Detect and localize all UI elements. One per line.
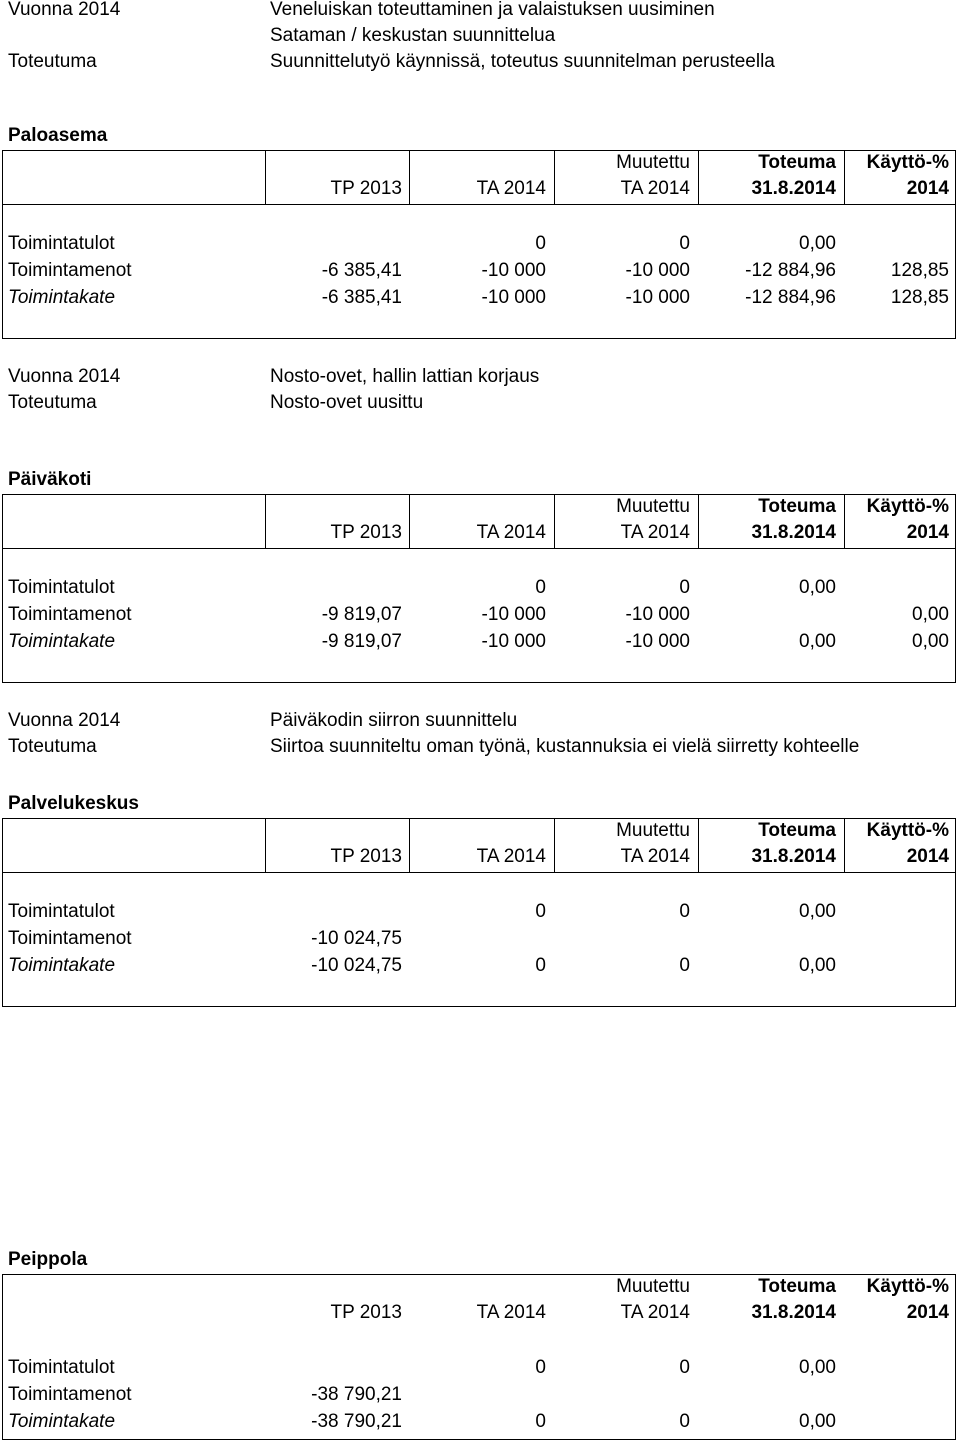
header-tp2013: TP 2013: [330, 522, 402, 543]
section-0-title: Paloasema: [8, 125, 108, 146]
cell-mta: 0: [679, 577, 690, 598]
cell-tot: -12 884,96: [745, 287, 836, 308]
row-label: Toimintatulot: [8, 1357, 115, 1378]
header-kaytto: Käyttö-%: [866, 496, 949, 517]
header-ta2014: TA 2014: [476, 1302, 546, 1323]
cell-ta: 0: [535, 1357, 546, 1378]
header-muutettu: Muutettu: [616, 496, 690, 517]
cell-mta: -10 000: [625, 287, 690, 308]
toteutuma-text: Nosto-ovet uusittu: [270, 392, 424, 413]
cell-mta: 0: [679, 901, 690, 922]
cell-tot: 0,00: [799, 233, 836, 254]
section-1-title: Päiväkoti: [8, 469, 92, 490]
header-muutettu: Muutettu: [616, 152, 690, 173]
header-toteuma-date: 31.8.2014: [751, 846, 836, 867]
cell-tp: -38 790,21: [311, 1411, 402, 1432]
cell-mta: 0: [679, 955, 690, 976]
header-kaytto-year: 2014: [906, 846, 949, 867]
intro-line-3: Suunnittelutyö käynnissä, toteutus suunnitelman perusteella: [270, 51, 775, 72]
cell-ta: 0: [535, 233, 546, 254]
header-kaytto-year: 2014: [906, 1302, 949, 1323]
row-label: Toimintakate: [8, 955, 116, 976]
row-label: Toimintatulot: [8, 577, 115, 598]
row-label: Toimintatulot: [8, 901, 115, 922]
header-toteuma-date: 31.8.2014: [751, 522, 836, 543]
header-muutettu-ta2014: TA 2014: [620, 178, 690, 199]
toteutuma-text: Siirtoa suunniteltu oman työnä, kustannuksia ei vielä siirretty kohteelle: [270, 736, 860, 757]
cell-tp: -38 790,21: [311, 1384, 402, 1405]
header-toteuma-date: 31.8.2014: [751, 1302, 836, 1323]
header-tp2013: TP 2013: [330, 846, 402, 867]
intro-line-2: Sataman / keskustan suunnittelua: [270, 25, 556, 46]
section-2-title: Palvelukeskus: [8, 793, 139, 814]
header-toteuma: Toteuma: [758, 496, 836, 517]
intro-line-1: Veneluiskan toteuttaminen ja valaistuksen uusiminen: [270, 0, 715, 20]
header-ta2014: TA 2014: [476, 846, 546, 867]
header-toteuma: Toteuma: [758, 820, 836, 841]
header-divider: [3, 548, 955, 549]
header-tp2013: TP 2013: [330, 178, 402, 199]
cell-tot: 0,00: [799, 955, 836, 976]
header-muutettu: Muutettu: [616, 1276, 690, 1297]
cell-tp: -10 024,75: [311, 955, 402, 976]
header-toteuma: Toteuma: [758, 152, 836, 173]
header-ta2014: TA 2014: [476, 178, 546, 199]
cell-tp: -6 385,41: [321, 287, 402, 308]
cell-mta: 0: [679, 1411, 690, 1432]
cell-tot: 0,00: [799, 901, 836, 922]
row-label: Toimintamenot: [8, 260, 132, 281]
header-kaytto: Käyttö-%: [866, 820, 949, 841]
section-3-title: Peippola: [8, 1249, 88, 1270]
vuonna-label: Vuonna 2014: [8, 366, 121, 387]
cell-tot: 0,00: [799, 1357, 836, 1378]
header-toteuma: Toteuma: [758, 1276, 836, 1297]
row-label: Toimintakate: [8, 287, 116, 308]
cell-tot: -12 884,96: [745, 260, 836, 281]
row-label: Toimintakate: [8, 1411, 116, 1432]
cell-ta: 0: [535, 577, 546, 598]
header-muutettu-ta2014: TA 2014: [620, 1302, 690, 1323]
header-ta2014: TA 2014: [476, 522, 546, 543]
header-kaytto: Käyttö-%: [866, 1276, 949, 1297]
vuonna-text: Päiväkodin siirron suunnittelu: [270, 710, 518, 731]
header-muutettu: Muutettu: [616, 820, 690, 841]
cell-mta: -10 000: [625, 631, 690, 652]
row-label: Toimintamenot: [8, 604, 132, 625]
cell-tot: 0,00: [799, 1411, 836, 1432]
cell-ta: 0: [535, 955, 546, 976]
row-label: Toimintamenot: [8, 928, 132, 949]
header-kaytto: Käyttö-%: [866, 152, 949, 173]
cell-mta: 0: [679, 233, 690, 254]
toteutuma-label: Toteutuma: [8, 392, 97, 413]
cell-ta: -10 000: [481, 287, 546, 308]
header-kaytto-year: 2014: [906, 522, 949, 543]
cell-pct: 128,85: [890, 287, 949, 308]
cell-tp: -10 024,75: [311, 928, 402, 949]
cell-ta: -10 000: [481, 631, 546, 652]
header-tp2013: TP 2013: [330, 1302, 402, 1323]
cell-pct: 0,00: [912, 604, 949, 625]
cell-mta: 0: [679, 1357, 690, 1378]
header-divider: [3, 872, 955, 873]
cell-mta: -10 000: [625, 260, 690, 281]
cell-tot: 0,00: [799, 577, 836, 598]
cell-tp: -6 385,41: [321, 260, 402, 281]
header-divider: [3, 204, 955, 205]
vuonna-label: Vuonna 2014: [8, 710, 121, 731]
vuonna-text: Nosto-ovet, hallin lattian korjaus: [270, 366, 540, 387]
vuonna-label: Vuonna 2014: [8, 0, 121, 20]
cell-ta: -10 000: [481, 260, 546, 281]
cell-mta: -10 000: [625, 604, 690, 625]
cell-tot: 0,00: [799, 631, 836, 652]
cell-tp: -9 819,07: [321, 604, 402, 625]
cell-ta: 0: [535, 901, 546, 922]
header-kaytto-year: 2014: [906, 178, 949, 199]
toteutuma-label: Toteutuma: [8, 51, 97, 72]
cell-pct: 0,00: [912, 631, 949, 652]
cell-ta: 0: [535, 1411, 546, 1432]
cell-pct: 128,85: [890, 260, 949, 281]
toteutuma-label: Toteutuma: [8, 736, 97, 757]
cell-tp: -9 819,07: [321, 631, 402, 652]
header-muutettu-ta2014: TA 2014: [620, 522, 690, 543]
cell-ta: -10 000: [481, 604, 546, 625]
header-muutettu-ta2014: TA 2014: [620, 846, 690, 867]
row-label: Toimintamenot: [8, 1384, 132, 1405]
header-toteuma-date: 31.8.2014: [751, 178, 836, 199]
row-label: Toimintatulot: [8, 233, 115, 254]
row-label: Toimintakate: [8, 631, 116, 652]
